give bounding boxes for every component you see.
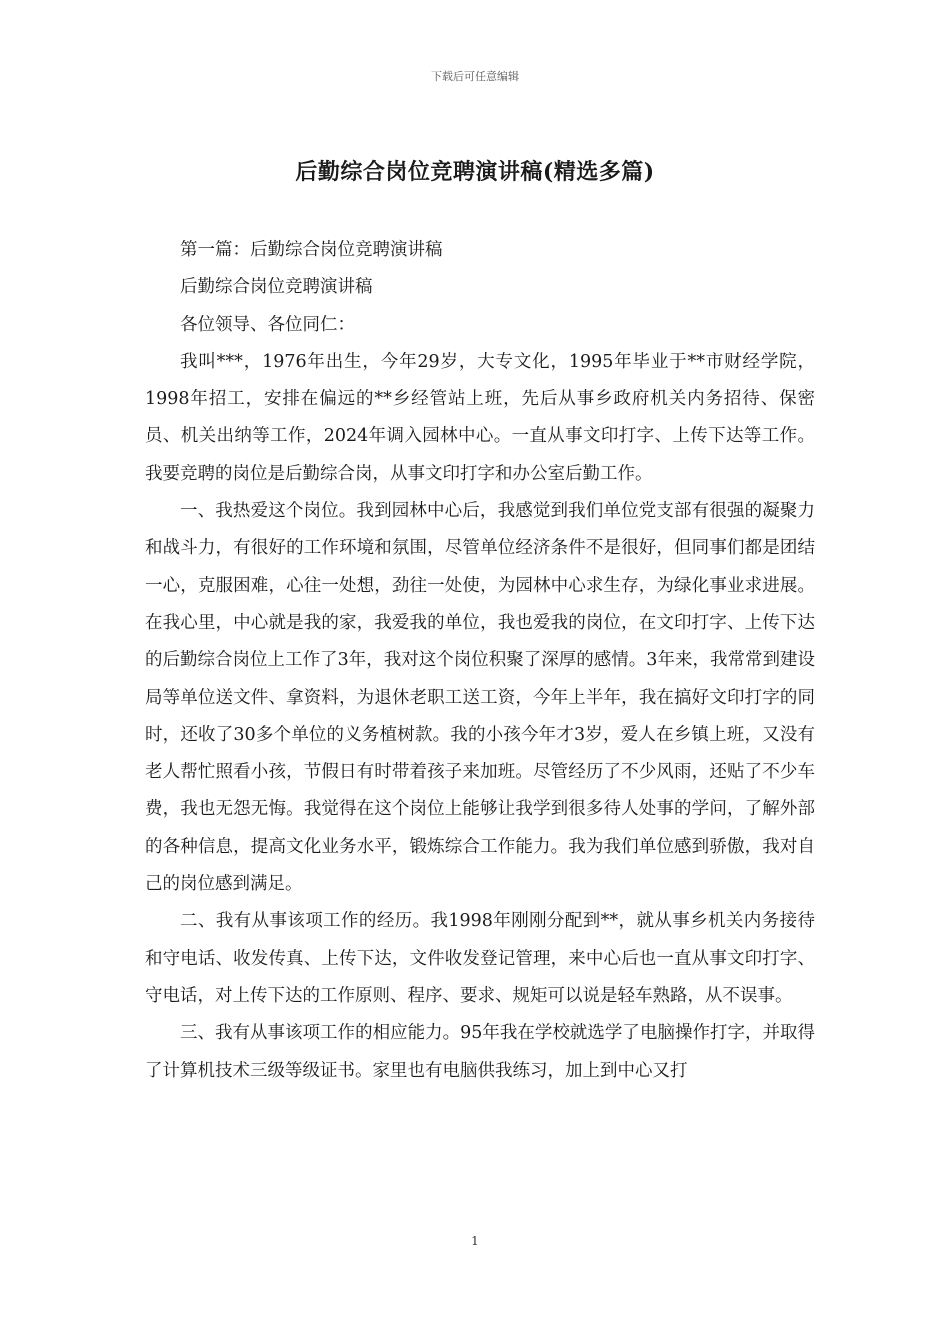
speech-title: 后勤综合岗位竞聘演讲稿: [180, 277, 373, 298]
page-number: 1: [471, 1234, 479, 1248]
salutation: 各位领导、各位同仁：: [180, 314, 355, 335]
body-paragraph: 一、我热爱这个岗位。我到园林中心后，我感觉到我们单位党支部有很强的凝聚力和战斗力，有很好的工作环境和氛围，尽管单位经济条件不是很好，但同事们都是团结一心，克服困难，心往一处想，劲往一处使，为园林中心求生存，为绿化事业求进展。在我心里，中心就是我的家，我爱我的单位，我也爱我的岗位，在文印打字、上传下达的后勤综合岗位上工作了3年，我对这个岗位积聚了深厚的感情。3年来，我常常到建设局等单位送文件、拿资料，为退休老职工送工资，今年上半年，我在搞好文印打字的同时，还收了30多个单位的义务植树款。我的小孩今年才3岁，爱人在乡镇上班，又没有老人帮忙照看小孩，节假日有时带着孩子来加班。尽管经历了不少风雨，还贴了不少车费，我也无怨无悔。我觉得在这个岗位上能够让我学到很多待人处事的学问，了解外部的各种信息，提高文化业务水平，锻炼综合工作能力。我为我们单位感到骄傲，我对自己的岗位感到满足。: [145, 501, 815, 895]
body-paragraph: 二、我有从事该项工作的经历。我1998年刚刚分配到**，就从事乡机关内务接待和守电话、收发传真、上传下达，文件收发登记管理，来中心后也一直从事文印打字、守电话，对上传下达的工作原则、程序、要求、规矩可以说是轻车熟路，从不误事。: [145, 911, 815, 1006]
body-paragraph: 我叫***，1976年出生，今年29岁，大专文化，1995年毕业于**市财经学院，1998年招工，安排在偏远的**乡经管站上班，先后从事乡政府机关内务招待、保密员、机关出纳等工作，2024年调入园林中心。一直从事文印打字、上传下达等工作。我要竞聘的岗位是后勤综合岗，从事文印打字和办公室后勤工作。: [145, 351, 815, 484]
section-heading: 第一篇：后勤综合岗位竞聘演讲稿: [180, 240, 443, 260]
page-header-note: 下载后可任意编辑: [431, 70, 519, 83]
document-body: [145, 232, 815, 1090]
document-title: 后勤综合岗位竞聘演讲稿(精选多篇): [295, 159, 655, 185]
body-paragraph: 三、我有从事该项工作的相应能力。95年我在学校就选学了电脑操作打字，并取得了计算机技术三级等级证书。家里也有电脑供我练习，加上到中心又打: [145, 1023, 815, 1081]
